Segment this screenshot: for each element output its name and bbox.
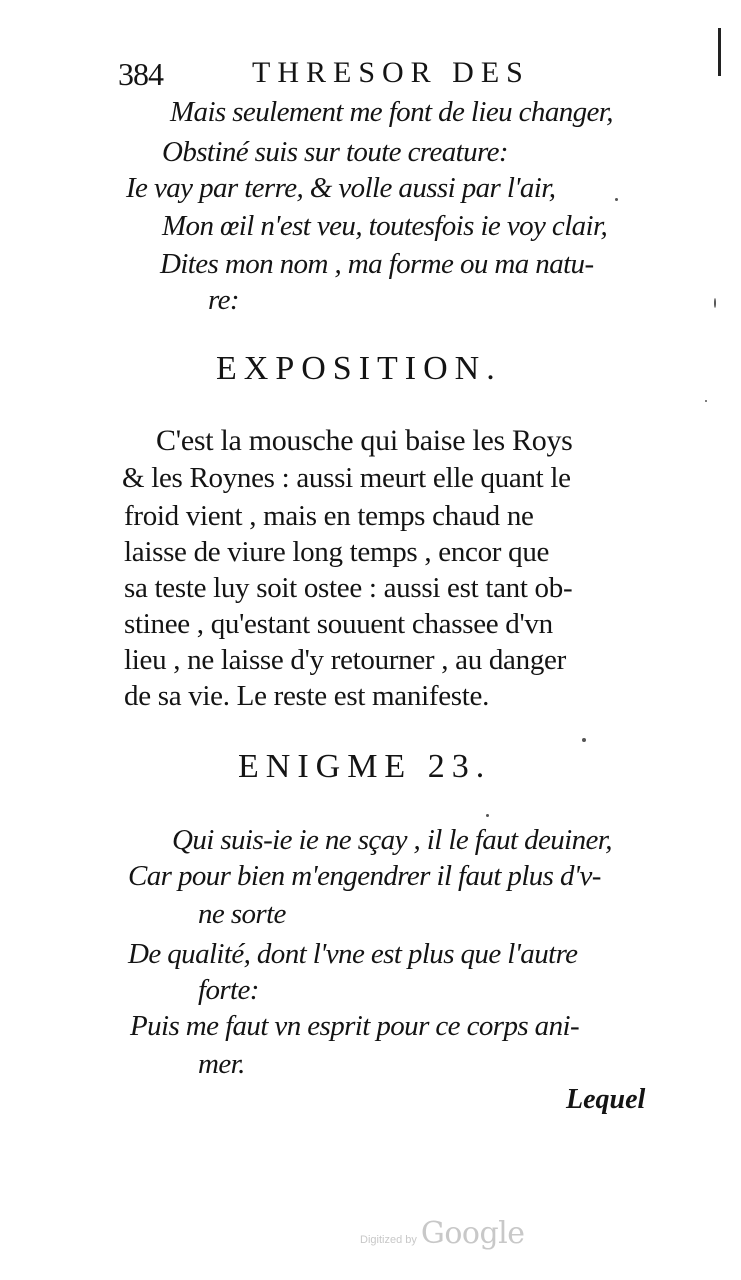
exposition-line: lieu , ne laisse d'y retourner , au danger <box>124 644 566 676</box>
page-edge-mark <box>718 28 721 76</box>
ink-speck <box>615 198 618 201</box>
ink-speck <box>582 738 586 742</box>
enigme-line: ne sorte <box>198 898 286 930</box>
ink-speck <box>705 400 707 402</box>
ink-speck <box>486 814 489 817</box>
exposition-line: de sa vie. Le reste est manifeste. <box>124 680 490 712</box>
page-number: 384 <box>118 56 163 92</box>
enigme-line: forte: <box>198 974 259 1006</box>
poem-line: re: <box>208 284 239 316</box>
exposition-line: laisse de viure long temps , encor que <box>124 536 550 568</box>
poem-line: Obstiné suis sur toute creature: <box>162 136 508 168</box>
exposition-heading: EXPOSITION. <box>216 350 502 387</box>
exposition-line: froid vient , mais en temps chaud ne <box>124 500 534 532</box>
exposition-line: stinee , qu'estant souuent chassee d'vn <box>124 608 553 640</box>
running-title: THRESOR DES <box>252 56 530 89</box>
digitized-watermark <box>360 1216 525 1251</box>
enigme-line: De qualité, dont l'vne est plus que l'autre <box>128 938 578 970</box>
exposition-line: sa teste luy soit ostee : aussi est tant ob- <box>124 572 573 604</box>
poem-line: Ie vay par terre, & volle aussi par l'air, <box>126 172 556 204</box>
poem-line: Dites mon nom , ma forme ou ma natu- <box>160 248 594 280</box>
exposition-line: C'est la mousche qui baise les Roys <box>156 424 573 457</box>
catchword: Lequel <box>566 1084 646 1115</box>
exposition-line: & les Roynes : aussi meurt elle quant le <box>122 462 571 494</box>
google-logo: Google <box>420 1216 525 1251</box>
poem-line: Mon œil n'est veu, toutesfois ie voy clair, <box>162 210 608 242</box>
watermark-prefix: Digitized by <box>360 1234 417 1246</box>
enigme-line: mer. <box>198 1048 245 1080</box>
ink-speck <box>714 298 716 308</box>
enigme-line: Qui suis-ie ie ne sçay , il le faut deuiner, <box>172 824 612 856</box>
poem-line: Mais seulement me font de lieu changer, <box>170 96 613 128</box>
enigme-heading: ENIGME 23. <box>238 748 492 785</box>
enigme-line: Puis me faut vn esprit pour ce corps ani- <box>130 1010 580 1042</box>
enigme-line: Car pour bien m'engendrer il faut plus d'v- <box>128 860 601 892</box>
